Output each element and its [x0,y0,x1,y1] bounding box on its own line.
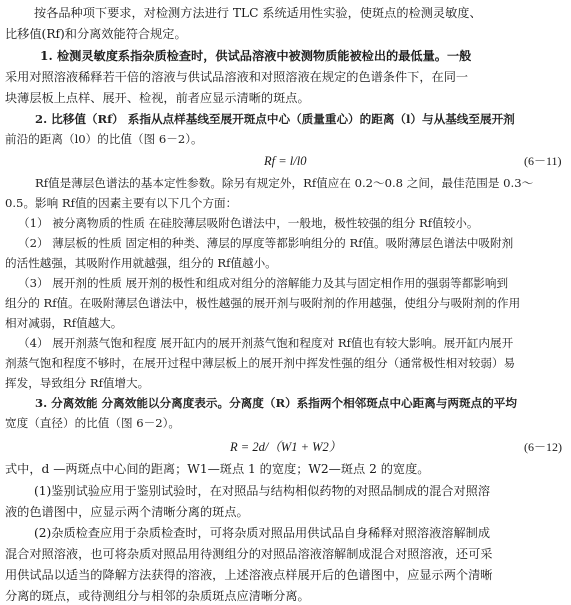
impurity-line-1: (2)杂质检查应用于杂质检查时，可将杂质对照品用供试品自身稀释对照溶液溶解制成 [34,526,491,540]
rf-range-line: Rf值是薄层色谱法的基本定性参数。除另有规定外，Rf值应在 0.2～0.8 之间，最佳范围是 0.3～ [35,176,534,190]
sensitivity-line-2: 采用对照溶液稀释若干倍的溶液与供试品溶液和对照溶液在规定的色谱条件下，在同一 [5,70,469,84]
resolution-equation-number: (6－12) [524,440,562,454]
sensitivity-line-1: 1. 检测灵敏度系指杂质检查时，供试品溶液中被测物质能被检出的最低量。一般 [40,49,472,63]
rf-equation-number: (6－11) [524,154,562,168]
rf-item-2-line-1: （2） 薄层板的性质 固定相的种类、薄层的厚度等都影响组分的 Rf值。吸附薄层色谱法中吸附剂 [18,236,514,250]
rf-definition-line: 前沿的距离（l0）的比值（图 6－2）。 [5,132,203,146]
identification-line-2: 液的色谱图中，应显示两个清晰分离的斑点。 [5,505,249,519]
rf-heading-line: 2. 比移值（Rf） 系指从点样基线至展开斑点中心（质量重心）的距离（l）与从基线至展开剂 [35,112,515,126]
rf-factors-line: 0.5。影响 Rf值的因素主要有以下几个方面： [5,196,238,210]
identification-line-1: (1)鉴别试验应用于鉴别试验时，在对照品与结构相似药物的对照品制成的混合对照溶 [34,484,491,498]
impurity-line-3: 用供试品以适当的降解方法获得的溶液，上述溶液点样展开后的色谱图中，应显示两个清晰 [5,568,493,582]
rf-item-3-line-2: 组分的 Rf值。在吸附薄层色谱法中，极性越强的展开剂与吸附剂的作用越强，使组分与吸附剂的作用 [5,296,521,310]
rf-item-4-line-3: 挥发，导致组分 Rf值增大。 [5,376,150,390]
intro-line-2: 比移值(Rf)和分离效能符合规定。 [5,27,187,41]
rf-item-3-line-3: 相对减弱，Rf值越大。 [5,316,123,330]
resolution-equation: R = 2d/（W1 + W2） [230,440,342,454]
rf-item-2-line-2: 的活性越强，其吸附作用就越强，组分的 Rf值越小。 [5,256,277,270]
rf-equation: Rf = l/l0 [264,154,307,168]
intro-line-1: 按各品种项下要求，对检测方法进行 TLC 系统适用性实验，使斑点的检测灵敏度、 [34,6,482,20]
rf-item-1: （1） 被分离物质的性质 在硅胶薄层吸附色谱法中，一般地，极性较强的组分 Rf值较小。 [18,216,479,230]
rf-item-3-line-1: （3） 展开剂的性质 展开剂的极性和组成对组分的溶解能力及其与固定相作用的强弱等都影响到 [18,276,509,290]
rf-item-4-line-1: （4） 展开剂蒸气饱和程度 展开缸内的展开剂蒸气饱和程度对 Rf值也有较大影响。展开缸内展开 [18,336,514,350]
impurity-line-2: 混合对照溶液，也可将杂质对照品用待测组分的对照品溶液溶解制成混合对照溶液，还可采 [5,547,493,561]
resolution-heading-line: 3. 分离效能 分离效能以分离度表示。分离度（R）系指两个相邻斑点中心距离与两斑点的平均 [35,396,517,410]
impurity-line-4: 分离的斑点，或待测组分与相邻的杂质斑点应清晰分离。 [5,589,310,603]
resolution-definition-line: 宽度（直径）的比值（图 6－2）。 [5,416,180,430]
sensitivity-line-3: 块薄层板上点样、展开、检视，前者应显示清晰的斑点。 [5,91,310,105]
resolution-legend: 式中，d —两斑点中心间的距离；W1—斑点 1 的宽度；W2—斑点 2 的宽度。 [5,462,430,476]
rf-item-4-line-2: 剂蒸气饱和程度不够时，在展开过程中薄层板上的展开剂中挥发性强的组分（通常极性相对较弱）易 [5,356,516,370]
